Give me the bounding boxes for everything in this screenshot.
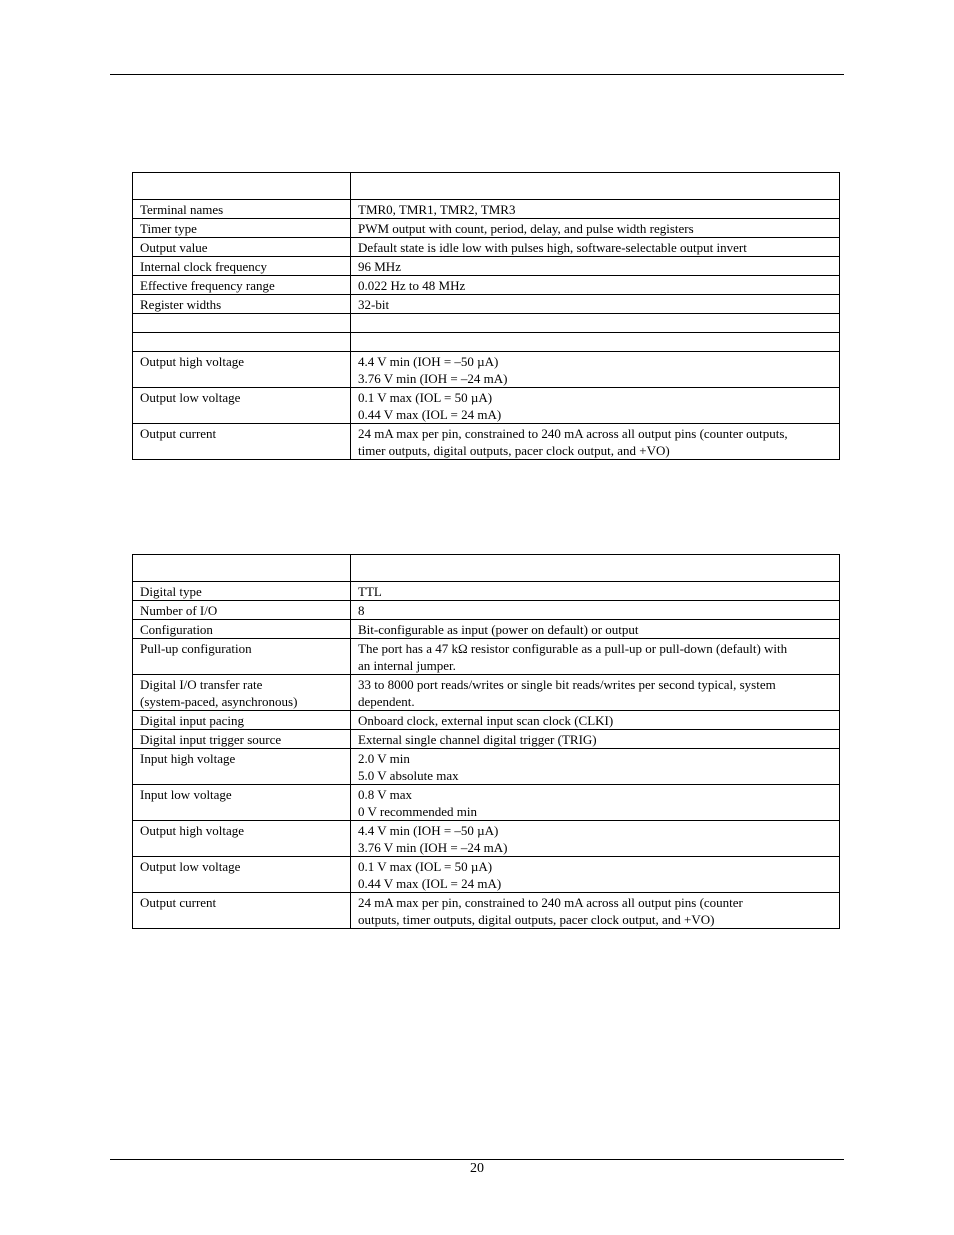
specification-cell-text: The port has a 47 kΩ resistor configurable as a pull-up or pull-down (default) with [358, 641, 788, 656]
table-row [133, 295, 840, 314]
table-row [133, 730, 840, 749]
table-row [133, 582, 840, 601]
footer-rule [110, 1159, 844, 1160]
parameter-cell [133, 730, 351, 749]
parameter-cell [133, 620, 351, 639]
specification-cell [351, 388, 840, 424]
parameter-cell-text: Register widths [140, 297, 222, 312]
parameter-cell [133, 257, 351, 276]
specification-cell-text: 33 to 8000 port reads/writes or single bit reads/writes per second typical, system [358, 677, 776, 692]
specification-cell-text: 4.4 V min (IOH = –50 µA) [358, 354, 499, 369]
parameter-cell-text: Configuration [140, 622, 213, 637]
empty-cell [133, 333, 351, 352]
header-cell-parameter [133, 173, 351, 200]
specification-cell [351, 785, 840, 821]
parameter-cell-text: Output current [140, 426, 217, 441]
specification-cell-text: 0 V recommended min [358, 804, 478, 819]
parameter-cell [133, 582, 351, 601]
parameter-cell-text: Internal clock frequency [140, 259, 268, 274]
specification-cell [351, 675, 840, 711]
parameter-cell-text: Number of I/O [140, 603, 218, 618]
parameter-cell [133, 749, 351, 785]
specification-cell-text: outputs, timer outputs, digital outputs, pacer clock output, and +VO) [358, 912, 715, 927]
specification-cell [351, 730, 840, 749]
specification-cell-text: 5.0 V absolute max [358, 768, 459, 783]
parameter-cell-text: Effective frequency range [140, 278, 275, 293]
parameter-cell [133, 711, 351, 730]
empty-cell [351, 314, 840, 333]
parameter-cell-text: Output high voltage [140, 354, 244, 369]
parameter-cell [133, 675, 351, 711]
specification-cell [351, 352, 840, 388]
parameter-cell-text: Input low voltage [140, 787, 232, 802]
table-row [133, 219, 840, 238]
table-row [133, 893, 840, 929]
specification-cell-text: 0.022 Hz to 48 MHz [358, 278, 466, 293]
parameter-cell [133, 893, 351, 929]
table-row [133, 785, 840, 821]
specification-cell-text: 0.1 V max (IOL = 50 µA) [358, 390, 493, 405]
timer-spec-table [132, 172, 840, 460]
digital-io-spec-table [132, 554, 840, 929]
table-row [133, 424, 840, 460]
specification-cell-text: PWM output with count, period, delay, and pulse width registers [358, 221, 694, 236]
specification-cell [351, 424, 840, 460]
specification-cell-text: Default state is idle low with pulses high, software-selectable output invert [358, 240, 747, 255]
table-header-row [133, 555, 840, 582]
empty-cell [351, 333, 840, 352]
parameter-cell [133, 424, 351, 460]
specification-cell [351, 639, 840, 675]
parameter-cell [133, 295, 351, 314]
parameter-cell [133, 639, 351, 675]
parameter-cell [133, 219, 351, 238]
specification-cell-text: 8 [358, 603, 365, 618]
specification-cell-text: 4.4 V min (IOH = –50 µA) [358, 823, 499, 838]
specification-cell-text: 3.76 V min (IOH = –24 mA) [358, 371, 508, 386]
specification-cell-text: 24 mA max per pin, constrained to 240 mA across all output pins (counter outputs, [358, 426, 788, 441]
parameter-cell-text: (system-paced, asynchronous) [140, 694, 298, 709]
table-row [133, 257, 840, 276]
table-row [133, 620, 840, 639]
parameter-cell [133, 200, 351, 219]
table-row [133, 352, 840, 388]
parameter-cell [133, 785, 351, 821]
header-cell-parameter [133, 555, 351, 582]
parameter-cell-text: Digital type [140, 584, 202, 599]
blank-row [133, 314, 840, 333]
specification-cell [351, 601, 840, 620]
table-row [133, 639, 840, 675]
specification-cell [351, 582, 840, 601]
specification-cell [351, 620, 840, 639]
parameter-cell [133, 601, 351, 620]
page-number: 20 [470, 1161, 484, 1176]
specification-cell-text: TMR0, TMR1, TMR2, TMR3 [358, 202, 516, 217]
specification-cell [351, 821, 840, 857]
parameter-cell-text: Output low voltage [140, 859, 241, 874]
specification-cell [351, 276, 840, 295]
specification-cell-text: an internal jumper. [358, 658, 456, 673]
specification-cell-text: Onboard clock, external input scan clock (CLKI) [358, 713, 614, 728]
specification-cell [351, 711, 840, 730]
parameter-cell [133, 388, 351, 424]
table-row [133, 601, 840, 620]
table-row [133, 749, 840, 785]
parameter-cell-text: Digital input pacing [140, 713, 244, 728]
specification-cell [351, 238, 840, 257]
specification-cell-text: 0.44 V max (IOL = 24 mA) [358, 876, 502, 891]
parameter-cell-text: Terminal names [140, 202, 224, 217]
specification-cell-text: 3.76 V min (IOH = –24 mA) [358, 840, 508, 855]
parameter-cell-text: Digital I/O transfer rate [140, 677, 263, 692]
header-rule [110, 74, 844, 75]
empty-cell [133, 314, 351, 333]
specification-cell-text: Bit-configurable as input (power on default) or output [358, 622, 639, 637]
parameter-cell [133, 276, 351, 295]
specification-cell [351, 257, 840, 276]
parameter-cell-text: Output low voltage [140, 390, 241, 405]
specification-cell-text: timer outputs, digital outputs, pacer clock output, and +VO) [358, 443, 670, 458]
parameter-cell-text: Timer type [140, 221, 197, 236]
table-row [133, 200, 840, 219]
specification-cell-text: 0.8 V max [358, 787, 413, 802]
header-cell-specification [351, 173, 840, 200]
parameter-cell-text: Pull-up configuration [140, 641, 252, 656]
specification-cell-text: 96 MHz [358, 259, 401, 274]
table-row [133, 238, 840, 257]
specification-cell [351, 200, 840, 219]
specification-cell-text: 0.1 V max (IOL = 50 µA) [358, 859, 493, 874]
table-row [133, 711, 840, 730]
specification-cell [351, 857, 840, 893]
parameter-cell [133, 857, 351, 893]
parameter-cell-text: Digital input trigger source [140, 732, 282, 747]
parameter-cell-text: Output value [140, 240, 208, 255]
specification-cell-text: 0.44 V max (IOL = 24 mA) [358, 407, 502, 422]
specification-cell-text: 32-bit [358, 297, 390, 312]
specification-cell-text: TTL [358, 584, 382, 599]
table-row [133, 675, 840, 711]
specification-cell [351, 219, 840, 238]
blank-row [133, 333, 840, 352]
table-row [133, 821, 840, 857]
parameter-cell [133, 821, 351, 857]
specification-cell [351, 295, 840, 314]
parameter-cell [133, 352, 351, 388]
specification-cell [351, 893, 840, 929]
table-row [133, 388, 840, 424]
table-row [133, 857, 840, 893]
parameter-cell-text: Input high voltage [140, 751, 236, 766]
parameter-cell-text: Output current [140, 895, 217, 910]
specification-cell-text: dependent. [358, 694, 415, 709]
specification-cell-text: External single channel digital trigger (TRIG) [358, 732, 597, 747]
table-row [133, 276, 840, 295]
specification-cell-text: 2.0 V min [358, 751, 410, 766]
specification-cell [351, 749, 840, 785]
header-cell-specification [351, 555, 840, 582]
specification-cell-text: 24 mA max per pin, constrained to 240 mA across all output pins (counter [358, 895, 743, 910]
parameter-cell-text: Output high voltage [140, 823, 244, 838]
table-header-row [133, 173, 840, 200]
parameter-cell [133, 238, 351, 257]
